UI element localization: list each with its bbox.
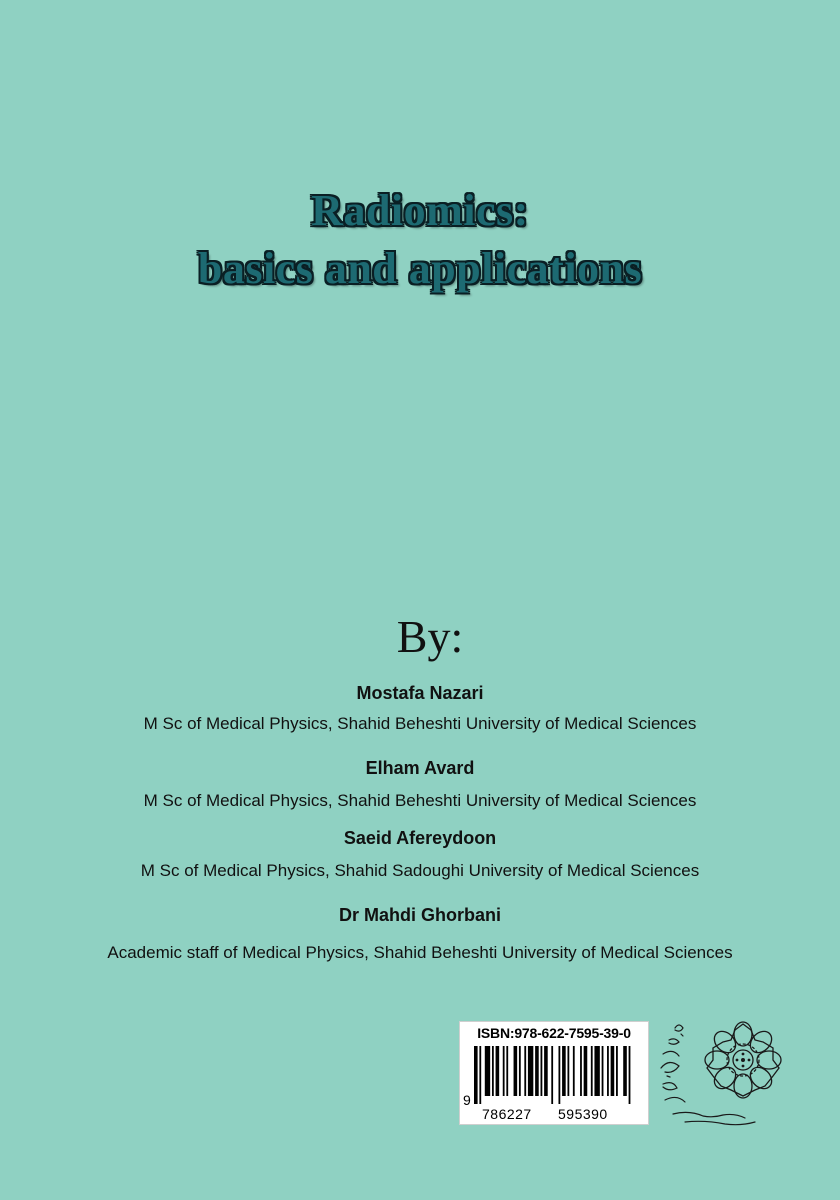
- barcode-bar: [474, 1046, 478, 1104]
- barcode-bar: [479, 1046, 481, 1104]
- barcode-bar: [544, 1046, 548, 1096]
- barcode-bar: [551, 1046, 553, 1104]
- barcode-bar: [562, 1046, 566, 1096]
- barcode-bar: [541, 1046, 543, 1096]
- barcode-bar: [594, 1046, 599, 1096]
- barcode-bar: [492, 1046, 494, 1096]
- title-line-1: Radiomics:: [311, 186, 529, 235]
- barcode-lead-digit: 9: [463, 1092, 471, 1108]
- barcode-bar: [519, 1046, 521, 1096]
- barcode-bar: [535, 1046, 539, 1096]
- barcode-bar: [602, 1046, 604, 1096]
- author-affiliation: M Sc of Medical Physics, Shahid Sadoughi University of Medical Sciences: [140, 861, 700, 880]
- barcode-bar: [584, 1046, 588, 1096]
- barcode-left-digits: 786227: [482, 1106, 532, 1122]
- barcode-bar: [496, 1046, 500, 1096]
- isbn-barcode: [459, 1021, 649, 1125]
- by-label: By:: [396, 611, 464, 662]
- barcode-bar: [514, 1046, 518, 1096]
- author-name: Elham Avard: [365, 758, 475, 778]
- barcode-bar: [616, 1046, 618, 1096]
- barcode-bar: [623, 1046, 627, 1096]
- author-affiliation: M Sc of Medical Physics, Shahid Beheshti University of Medical Sciences: [143, 791, 697, 810]
- author-affiliation: Academic staff of Medical Physics, Shahid Beheshti University of Medical Sciences: [107, 943, 733, 962]
- author-name: Saeid Afereydoon: [343, 828, 497, 848]
- barcode-bar: [591, 1046, 593, 1096]
- barcode-bar: [567, 1046, 569, 1096]
- barcode-bar: [485, 1046, 490, 1096]
- author-name: Mostafa Nazari: [356, 683, 484, 703]
- book-title: [0, 182, 840, 298]
- barcode-bar: [611, 1046, 615, 1096]
- barcode-bar: [580, 1046, 582, 1096]
- barcode-bar: [629, 1046, 631, 1104]
- barcode-right-digits: 595390: [558, 1106, 608, 1122]
- barcode-bar: [607, 1046, 609, 1096]
- university-logo: [655, 1010, 790, 1130]
- barcode-bars: [474, 1046, 634, 1104]
- barcode-bar: [503, 1046, 505, 1096]
- isbn-number: ISBN:978-622-7595-39-0: [477, 1025, 631, 1041]
- title-line-2: basics and applications: [197, 244, 643, 293]
- barcode-bar: [528, 1046, 533, 1096]
- author-affiliation: M Sc of Medical Physics, Shahid Beheshti University of Medical Sciences: [143, 714, 697, 733]
- barcode-bar: [524, 1046, 526, 1096]
- university-emblem-icon: [655, 1010, 790, 1130]
- barcode-bar: [558, 1046, 560, 1104]
- barcode-bar: [506, 1046, 508, 1096]
- barcode-bar: [573, 1046, 575, 1096]
- author-name: Dr Mahdi Ghorbani: [339, 905, 501, 925]
